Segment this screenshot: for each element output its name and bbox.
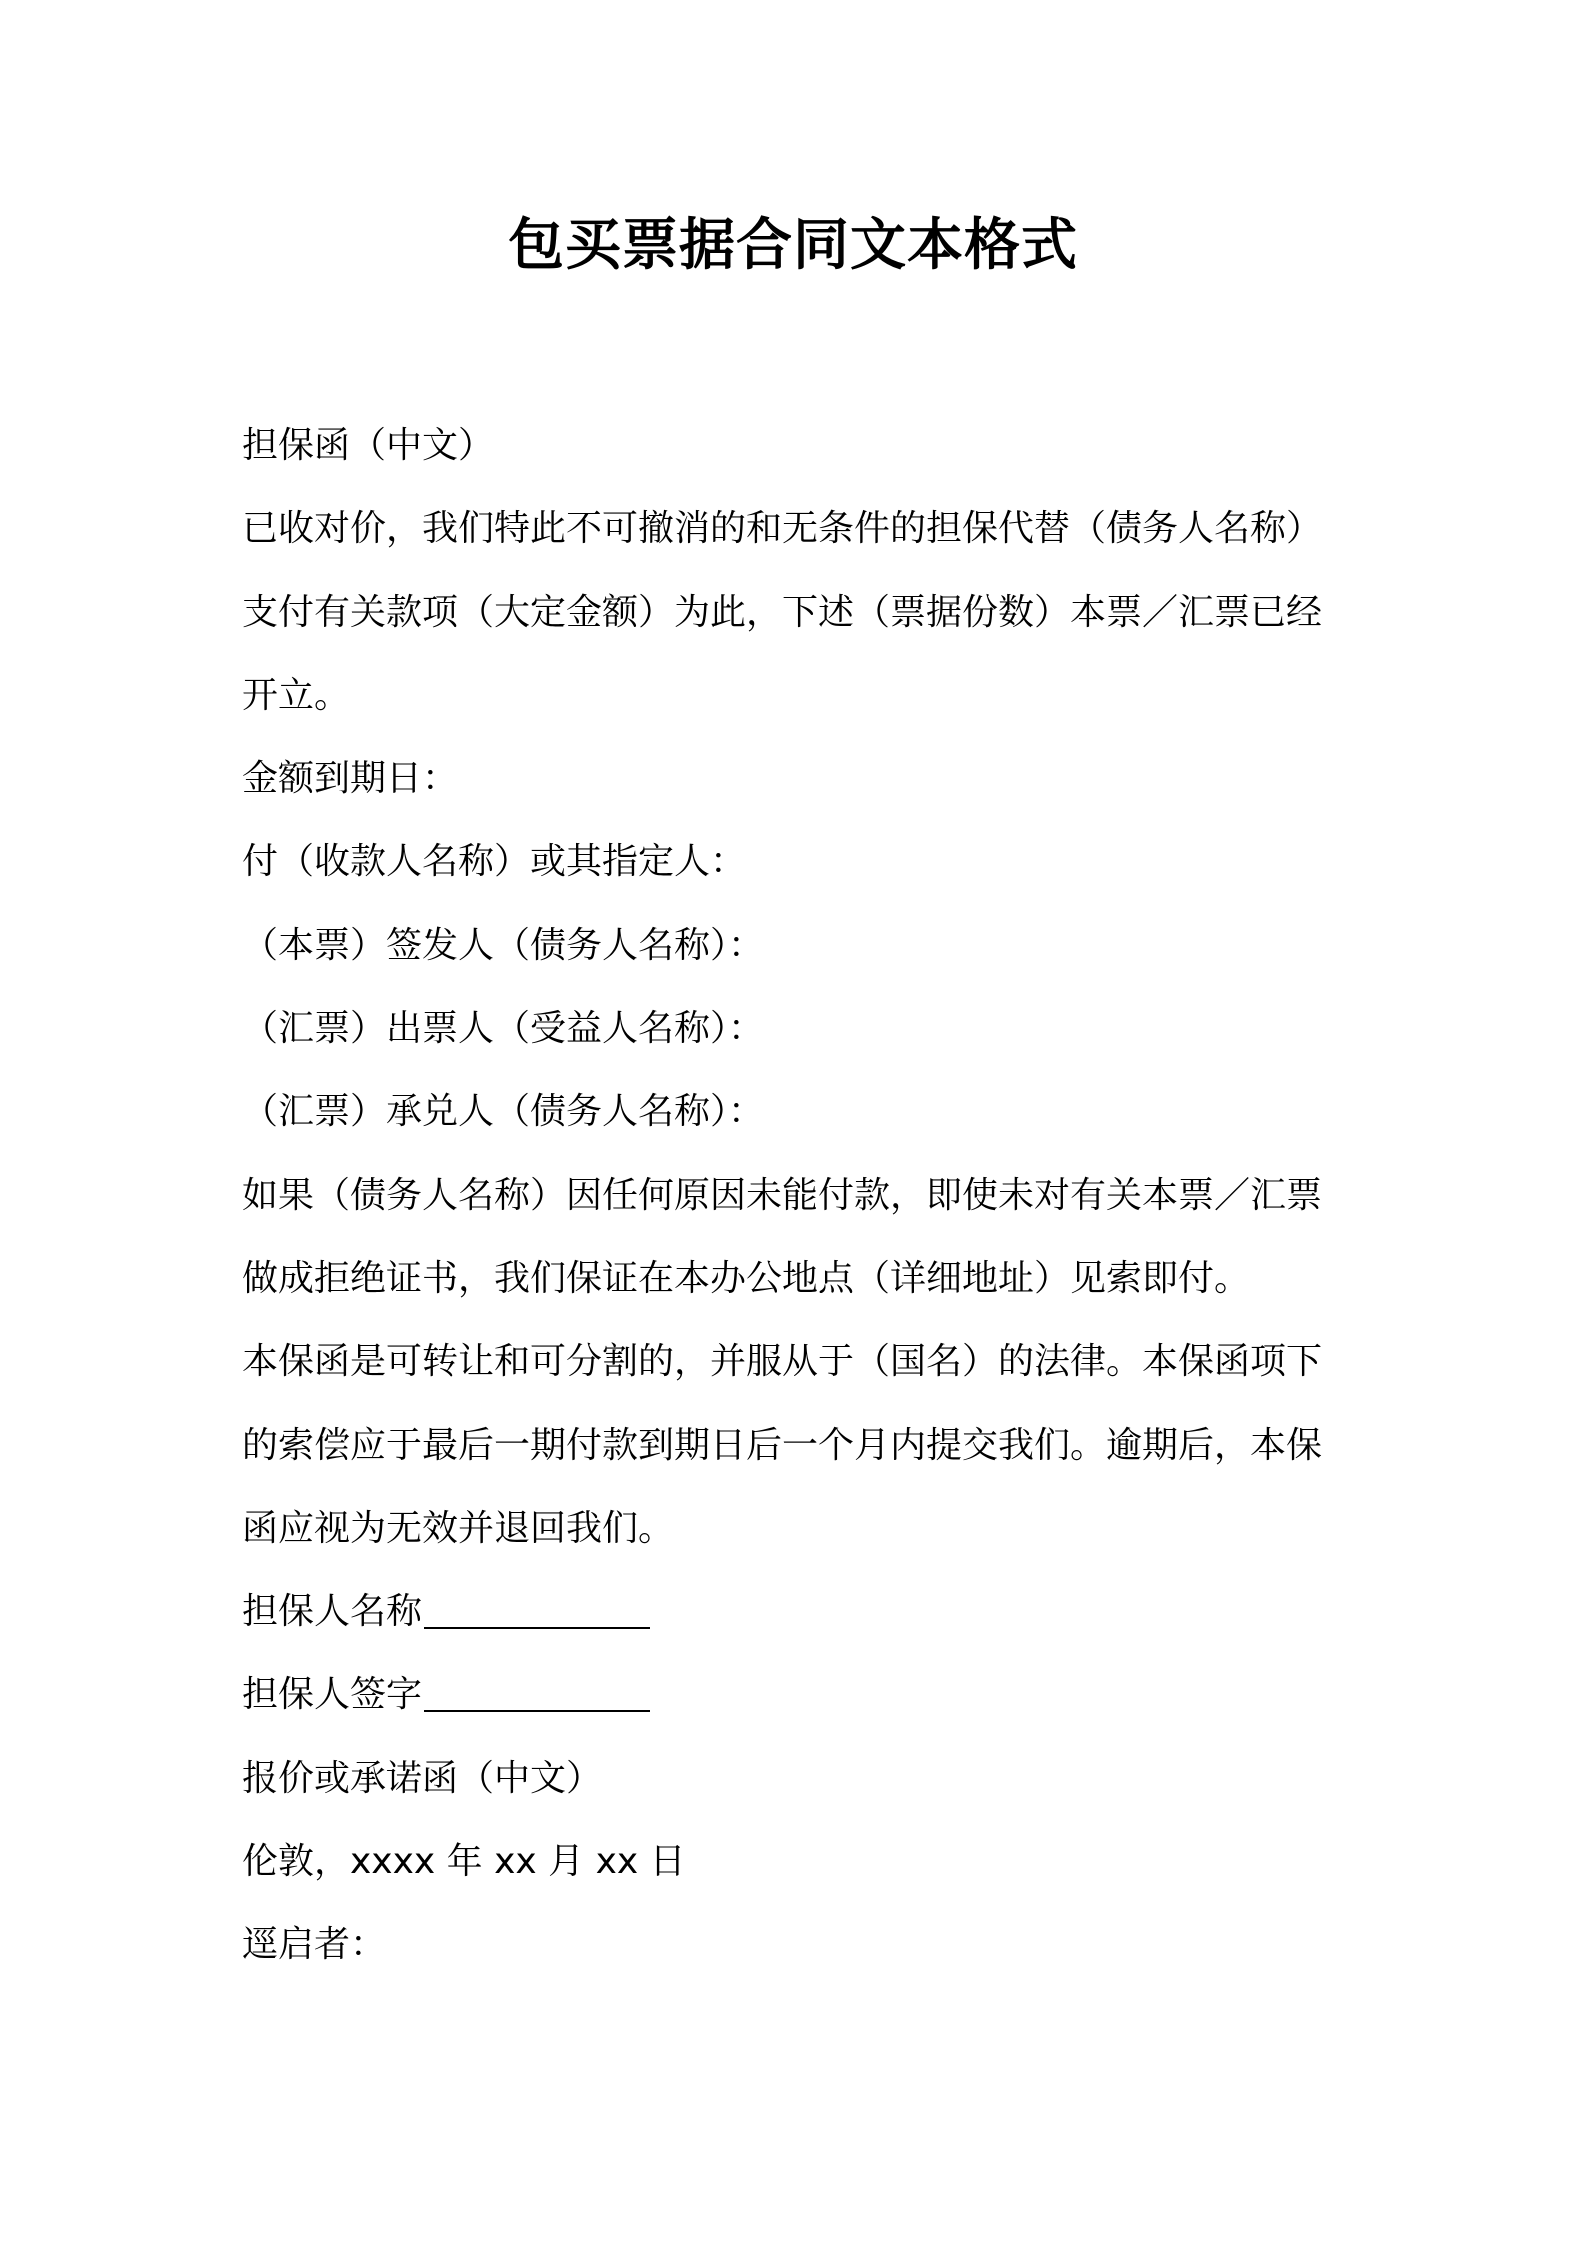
paragraph-line: 已收对价，我们特此不可撤消的和无条件的担保代替（债务人名称） [242, 508, 1323, 550]
paragraph-line: 做成拒绝证书，我们保证在本办公地点（详细地址）见索即付。 [242, 1257, 1251, 1299]
offer-letter-heading: 报价或承诺函（中文） [242, 1757, 603, 1799]
payee-line: 付（收款人名称）或其指定人： [242, 841, 747, 883]
document-body [242, 404, 1352, 1987]
date-line: 伦敦，xxxx 年 xx 月 xx 日 [242, 1841, 686, 1883]
guarantor-signature-label: 担保人签字 [242, 1674, 423, 1716]
guarantor-name-row [242, 1570, 1352, 1653]
document-title: 包买票据合同文本格式 [508, 213, 1078, 278]
paragraph-line: 支付有关款项（大定金额）为此，下述（票据份数）本票／汇票已经 [242, 591, 1323, 633]
promissory-note-issuer-line: （本票）签发人（债务人名称）： [242, 924, 765, 966]
guarantor-signature-blank [424, 1674, 650, 1712]
paragraph-line: 的索偿应于最后一期付款到期日后一个月内提交我们。逾期后，本保 [242, 1424, 1323, 1466]
salutation: 逕启者： [242, 1924, 387, 1966]
bill-drawer-line: （汇票）出票人（受益人名称）： [242, 1008, 765, 1050]
guarantor-name-label: 担保人名称 [242, 1591, 423, 1633]
guarantor-signature-row [242, 1653, 1352, 1736]
bill-acceptor-line: （汇票）承兑人（债务人名称）： [242, 1091, 765, 1133]
paragraph-line: 开立。 [242, 674, 351, 716]
guarantee-heading: 担保函（中文） [242, 425, 495, 466]
paragraph-line: 函应视为无效并退回我们。 [242, 1507, 675, 1549]
guarantor-name-blank [424, 1591, 650, 1629]
paragraph-line: 如果（债务人名称）因任何原因未能付款，即使未对有关本票／汇票 [242, 1174, 1323, 1216]
maturity-date-line: 金额到期日： [242, 758, 459, 800]
paragraph-line: 本保函是可转让和可分割的，并服从于（国名）的法律。本保函项下 [242, 1341, 1323, 1383]
